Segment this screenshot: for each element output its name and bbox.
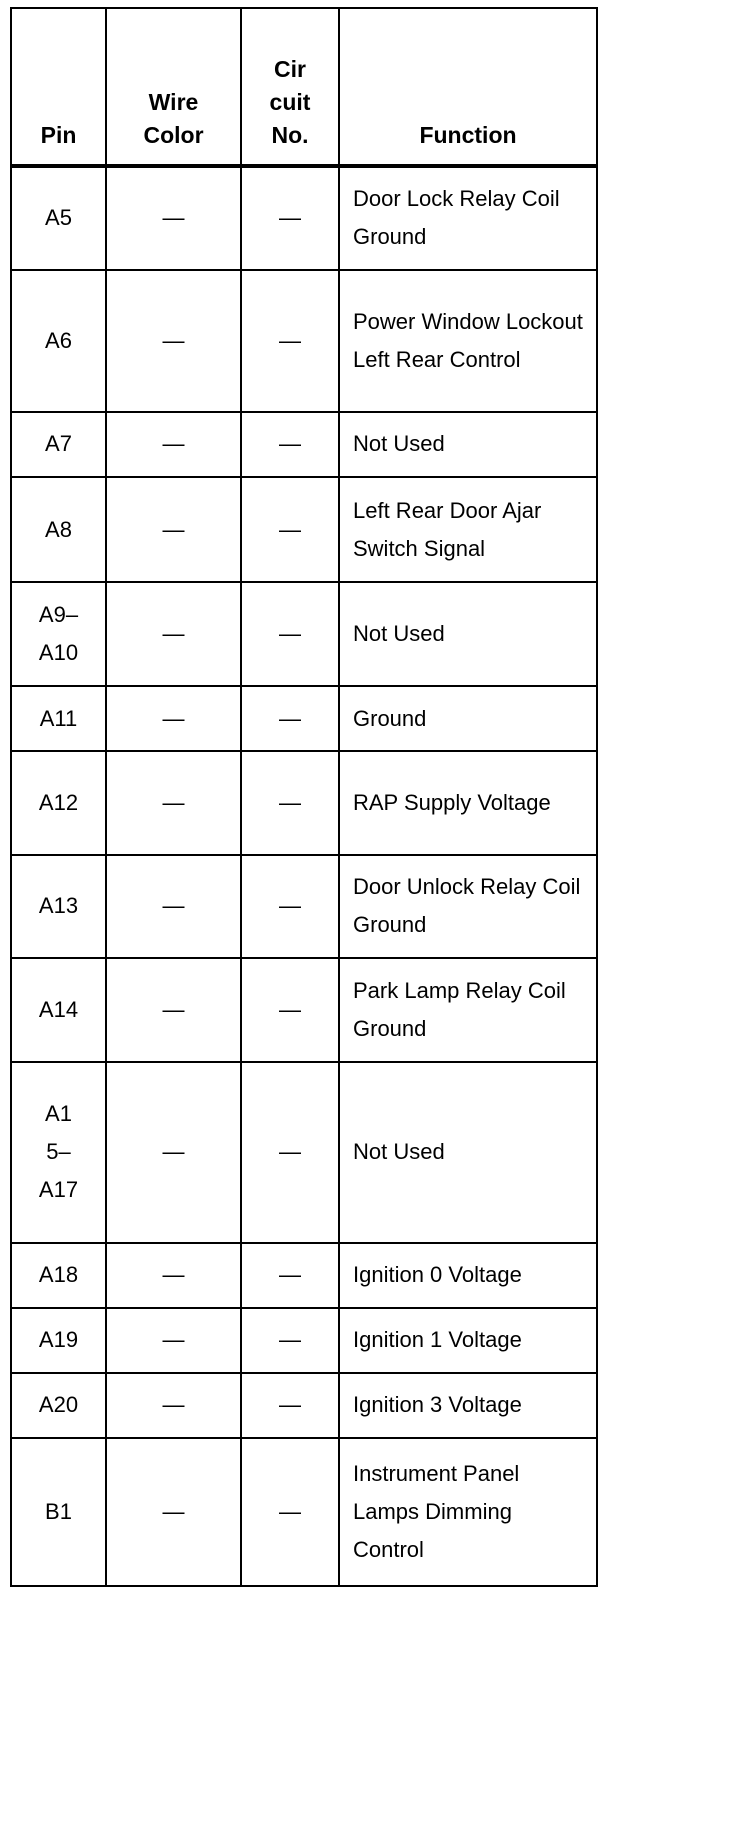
function-cell: Not Used	[339, 1062, 597, 1243]
wire-color-cell: —	[106, 958, 241, 1062]
function-cell: Not Used	[339, 582, 597, 686]
wire-color-cell: —	[106, 1243, 241, 1308]
pin-cell: A9– A10	[11, 582, 106, 686]
circuit-no-cell: —	[241, 855, 339, 959]
wire-color-cell: —	[106, 686, 241, 751]
table-row	[11, 855, 597, 959]
function-cell: RAP Supply Voltage	[339, 751, 597, 855]
pin-cell: A20	[11, 1373, 106, 1438]
wire-color-cell: —	[106, 855, 241, 959]
circuit-no-cell: —	[241, 412, 339, 477]
table-row	[11, 412, 597, 477]
table-row	[11, 958, 597, 1062]
pin-cell: A12	[11, 751, 106, 855]
function-cell: Ignition 0 Voltage	[339, 1243, 597, 1308]
table-row	[11, 477, 597, 583]
pin-cell: A6	[11, 270, 106, 412]
pin-cell: A11	[11, 686, 106, 751]
function-cell: Park Lamp Relay Coil Ground	[339, 958, 597, 1062]
function-cell: Ignition 1 Voltage	[339, 1308, 597, 1373]
header-pin: Pin	[11, 8, 106, 166]
function-cell: Door Lock Relay Coil Ground	[339, 166, 597, 270]
header-row	[11, 8, 597, 166]
circuit-no-cell: —	[241, 1438, 339, 1586]
circuit-no-cell: —	[241, 166, 339, 270]
circuit-no-cell: —	[241, 270, 339, 412]
header-wire-color: Wire Color	[106, 8, 241, 166]
table-row	[11, 1308, 597, 1373]
wire-color-cell: —	[106, 477, 241, 583]
function-cell: Power Window Lockout Left Rear Control	[339, 270, 597, 412]
wire-color-cell: —	[106, 1308, 241, 1373]
pin-cell: A14	[11, 958, 106, 1062]
header-function: Function	[339, 8, 597, 166]
table-row	[11, 1062, 597, 1243]
pin-cell: A8	[11, 477, 106, 583]
table-row	[11, 1373, 597, 1438]
circuit-no-cell: —	[241, 1308, 339, 1373]
wire-color-cell: —	[106, 412, 241, 477]
wire-color-cell: —	[106, 1062, 241, 1243]
table-row	[11, 166, 597, 270]
circuit-no-cell: —	[241, 1062, 339, 1243]
wire-color-cell: —	[106, 1373, 241, 1438]
pin-cell: A19	[11, 1308, 106, 1373]
pin-cell: B1	[11, 1438, 106, 1586]
circuit-no-cell: —	[241, 1373, 339, 1438]
table-row	[11, 1438, 597, 1586]
circuit-no-cell: —	[241, 1243, 339, 1308]
function-cell: Instrument Panel Lamps Dimming Control	[339, 1438, 597, 1586]
circuit-no-cell: —	[241, 582, 339, 686]
pin-cell: A7	[11, 412, 106, 477]
wire-color-cell: —	[106, 1438, 241, 1586]
circuit-no-cell: —	[241, 958, 339, 1062]
circuit-no-cell: —	[241, 686, 339, 751]
table-row	[11, 582, 597, 686]
wire-color-cell: —	[106, 166, 241, 270]
function-cell: Ground	[339, 686, 597, 751]
table-row	[11, 686, 597, 751]
function-cell: Door Unlock Relay Coil Ground	[339, 855, 597, 959]
table-row	[11, 751, 597, 855]
table-row	[11, 1243, 597, 1308]
pin-cell: A13	[11, 855, 106, 959]
function-cell: Not Used	[339, 412, 597, 477]
pin-cell: A5	[11, 166, 106, 270]
function-cell: Left Rear Door Ajar Switch Signal	[339, 477, 597, 583]
pin-cell: A18	[11, 1243, 106, 1308]
circuit-no-cell: —	[241, 751, 339, 855]
header-circuit-no: Cir cuit No.	[241, 8, 339, 166]
pin-cell: A1 5– A17	[11, 1062, 106, 1243]
circuit-no-cell: —	[241, 477, 339, 583]
wire-color-cell: —	[106, 582, 241, 686]
connector-pinout-table	[10, 7, 598, 1587]
wire-color-cell: —	[106, 270, 241, 412]
table-row	[11, 270, 597, 412]
function-cell: Ignition 3 Voltage	[339, 1373, 597, 1438]
wire-color-cell: —	[106, 751, 241, 855]
